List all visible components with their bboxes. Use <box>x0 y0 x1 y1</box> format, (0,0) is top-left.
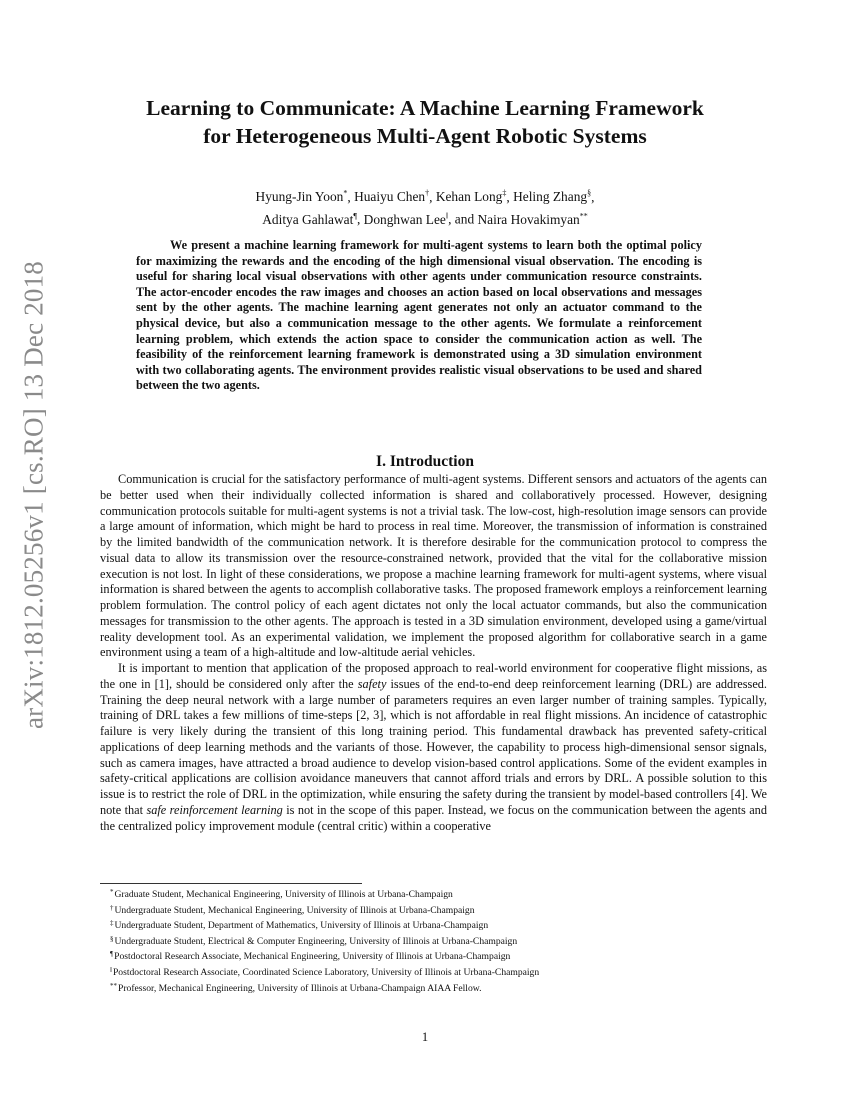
emphasis-text: safe reinforcement learning <box>146 802 283 817</box>
author: Kehan Long‡ <box>435 189 507 205</box>
footnote: †Undergraduate Student, Mechanical Engineering, University of Illinois at Urbana-Champaign <box>110 903 475 916</box>
paragraph: It is important to mention that application of the proposed approach to real-world environment for cooperative flight missions, as the one in [1], should be considered only after the safety issues of the end-to-end deep reinforcement learning (DRL) are addressed. Training the deep neural network with a large number of parameters requires an even larger number of training samples. Typically, training of DRL takes a few millions of time-steps [2, 3], which is not affordable in real flight missions. An incidence of catastrophic failure is very likely during the transient of this long training period. This fundamental drawback has prevented safety-critical applications of deep learning methods and the variants of those. However, the capability to process high-dimensional sensor signals, such as camera images, have attracted a broad audience to develop vision-based control applications. Some of the evident examples in safety-critical applications are collision avoidance maneuvers that cannot afford trials and errors by DRL. A possible solution to this issue is to restrict the role of DRL in the optimization, while ensuring the safety during the transient by model-based controllers [4]. We note that safe reinforcement learning is not in the scope of this paper. Instead, we focus on the communication between the agents and the centralized policy improvement module (central critic) within a cooperative <box>100 661 768 833</box>
arxiv-stamp-text: arXiv:1812.05256v1 [cs.RO] 13 Dec 2018 <box>18 260 49 730</box>
footnote: *Graduate Student, Mechanical Engineering, University of Illinois at Urbana-Champaign <box>110 888 453 900</box>
footnote: ‖Postdoctoral Research Associate, Coordinated Science Laboratory, University of Illinois at Urbana-Champaign <box>110 965 540 978</box>
footnote: **Professor, Mechanical Engineering, University of Illinois at Urbana-Champaign AIAA Fellow. <box>110 981 482 994</box>
footnote: ‡Undergraduate Student, Department of Mathematics, University of Illinois at Urbana-Champaign <box>110 919 489 932</box>
author: Naira Hovakimyan** <box>477 211 588 227</box>
introduction-body <box>100 472 767 834</box>
author: Heling Zhang§ <box>513 189 592 205</box>
paragraph: Communication is crucial for the satisfactory performance of multi-agent systems. Different sensors and actuators of the agents can be better used when their individually collected information is shared and collaboratively processed. However, designing communication protocols suitable for multi-agent systems is not a trivial task. The low-cost, high-resolution image sensors can provide a large amount of information, which might be hard to process in real time. Moreover, the transmission of information is constrained by the limited bandwidth of the communication network. It is therefore desirable for the communication protocol to compress the visual data to allow its transmission over the resource-constrained network, provided that the vital for the collaborative mission execution is not lost. In light of these considerations, we propose a machine learning framework for multi-agent systems, where visual information is shared between the agents to accomplish collaborative tasks. The proposed framework employs a reinforcement learning problem formulation. The control policy of each agent dictates not only the local actuator commands, but also the communication messages for transmission to the other agents. The approach is tested in a 3D simulation environment, developed using a game/virtual reality development tool. As an experimental validation, we implement the proposed algorithm for collaborative search in a game environment using a team of a high-altitude and low-altitude aerial vehicles. <box>100 472 767 660</box>
footnote: ¶Postdoctoral Research Associate, Mechanical Engineering, University of Illinois at Urbana-Champaign <box>110 950 511 963</box>
section-heading-introduction: I. Introduction <box>376 453 474 470</box>
title-line-1: Learning to Communicate: A Machine Learning Framework <box>146 96 704 120</box>
author: Huaiyu Chen† <box>354 189 430 205</box>
author-list: Hyung-Jin Yoon*, Huaiyu Chen†, Kehan Long‡, Heling Zhang§, Aditya Gahlawat¶, Donghwan Lee‖, and Naira Hovakimyan** <box>255 189 595 227</box>
footnotes <box>110 886 730 995</box>
author: Aditya Gahlawat¶ <box>262 211 357 227</box>
page-number: 1 <box>421 1030 429 1044</box>
title-line-2: for Heterogeneous Multi-Agent Robotic Systems <box>203 124 647 148</box>
paper-title <box>80 94 770 150</box>
arxiv-stamp <box>14 260 54 730</box>
footnote-rule <box>100 883 362 884</box>
author: Hyung-Jin Yoon* <box>255 189 348 205</box>
author: Donghwan Lee‖ <box>363 211 449 227</box>
footnote: §Undergraduate Student, Electrical & Computer Engineering, University of Illinois at Urbana-Champaign <box>110 934 518 947</box>
emphasis-text: safety <box>357 676 387 691</box>
abstract: We present a machine learning framework for multi-agent systems to learn both the optimal policy for maximizing the rewards and the encoding of the high dimensional visual observation. The encoding is useful for sharing local visual observations with other agents under communication resource constraints. The actor-encoder encodes the raw images and chooses an action based on local observations and messages sent by the other agents. The machine learning agent generates not only an actuator command to the physical device, but also a communication message to the other agents. We formulate a reinforcement learning problem, which extends the action space to consider the communication action as well. The feasibility of the reinforcement learning framework is demonstrated using a 3D simulation environment with two collaborating agents. The environment provides realistic visual observations to be used and shared between the two agents. <box>136 238 702 393</box>
